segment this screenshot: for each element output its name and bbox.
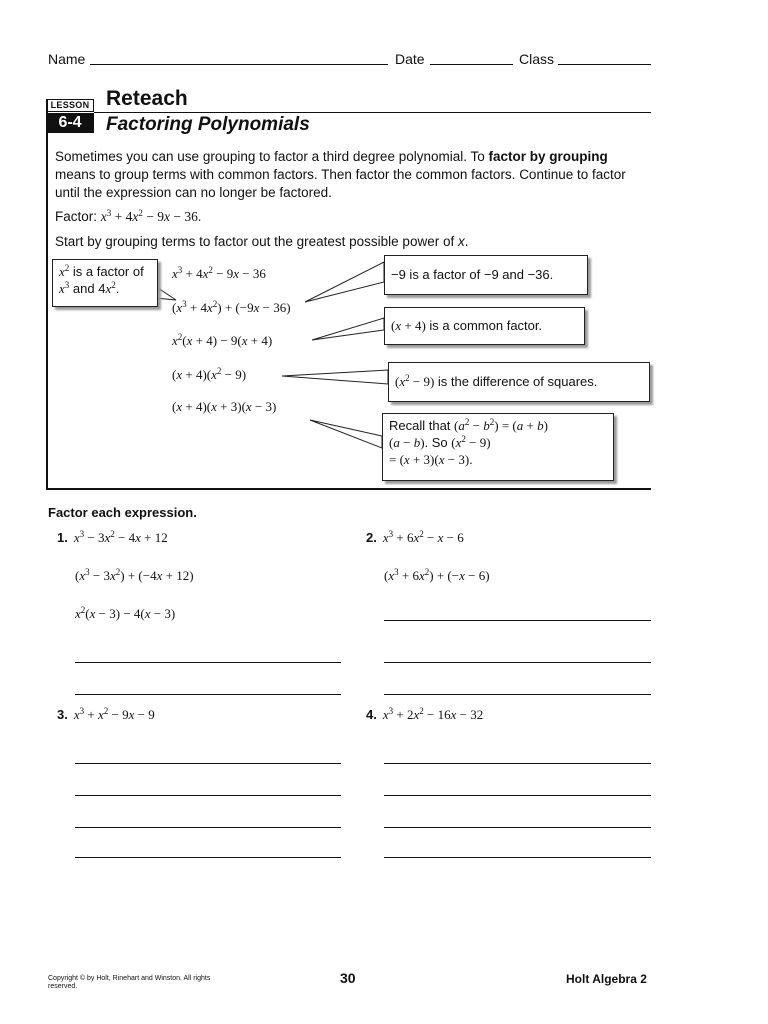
connector-c4: [282, 370, 388, 384]
step-2: $(x^3 + 4x^2) + (-9x - 36)$: [172, 299, 291, 315]
date-label: Date: [395, 51, 425, 67]
answer-line[interactable]: [75, 795, 341, 796]
answer-line[interactable]: [384, 694, 651, 695]
lesson-number: 6-4: [46, 113, 94, 133]
bold-term: factor by grouping: [488, 149, 608, 164]
answer-line[interactable]: [75, 662, 341, 663]
step-3: $x^2(x + 4) - 9(x + 4)$: [172, 332, 273, 348]
step-4: $(x + 4)(x^2 - 9)$: [172, 366, 247, 382]
callout-neg9-factor: −9 is a factor of −9 and −36.: [384, 255, 588, 295]
callout-common-factor: (x + 4) is a common factor.: [384, 307, 585, 345]
step-5: (x + 4)(x + 3)(x − 3): [172, 399, 277, 414]
connector-c2: [305, 262, 384, 302]
connector-c5: [310, 420, 382, 448]
answer-line[interactable]: [75, 694, 341, 695]
answer-line[interactable]: [384, 795, 651, 796]
connector-c3: [312, 318, 384, 340]
problem-1-work-1: $(x^3 - 3x^2) + (-4x + 12)$: [75, 567, 194, 583]
page-number: 30: [340, 970, 356, 986]
callout-recall-identity: Recall that $(a^2 - b^2) = (a + b)$ (a − b). So $(x^2 - 9)$ = (x + 3)(x − 3).: [382, 413, 614, 481]
answer-line[interactable]: [384, 763, 651, 764]
step-1: $x^3 + 4x^2 - 9x - 36$: [172, 265, 266, 281]
lesson-type: Reteach: [106, 87, 188, 110]
answer-line[interactable]: [384, 662, 651, 663]
factor-prompt: Factor: $x^3 + 4x^2 - 9x - 36$.: [55, 208, 202, 224]
book-title: Holt Algebra 2: [566, 972, 647, 986]
problem-4: 4. $x^3 + 2x^2 - 16x - 32$: [366, 706, 484, 722]
answer-line[interactable]: [75, 763, 341, 764]
lesson-tag: LESSON: [46, 99, 94, 112]
answer-line[interactable]: [75, 857, 341, 858]
name-label: Name: [48, 51, 86, 67]
problem-1-work-2: $x^2(x - 3) - 4(x - 3)$: [75, 605, 176, 621]
answer-line[interactable]: [384, 857, 651, 858]
intro-paragraph: Sometimes you can use grouping to factor a third degree polynomial. To factor by grouping means to group terms with common factors. Then factor the common factors. Continue to factor until the expression can no longer be factored.: [55, 149, 626, 200]
lesson-title: Factoring Polynomials: [106, 114, 310, 135]
answer-line[interactable]: [384, 620, 651, 621]
answer-line[interactable]: [75, 827, 341, 828]
grouping-instruction: Start by grouping terms to factor out the greatest possible power of x.: [55, 234, 469, 249]
exercises-heading: Factor each expression.: [48, 505, 197, 520]
problem-1: 1. $x^3 - 3x^2 - 4x + 12$: [57, 529, 168, 545]
problem-3: 3. $x^3 + x^2 - 9x - 9$: [57, 706, 155, 722]
copyright-notice: Copyright © by Holt, Rinehart and Winston. All rights reserved.: [48, 975, 211, 990]
answer-line[interactable]: [384, 827, 651, 828]
problem-2: 2. $x^3 + 6x^2 - x - 6$: [366, 529, 464, 545]
class-label: Class: [519, 51, 555, 67]
callout-x2-factor: $x^2$ is a factor of $x^3$ and $4x^2$.: [52, 259, 158, 307]
callout-difference-of-squares: $(x^2 - 9)$ is the difference of squares.: [388, 362, 650, 402]
problem-2-work-1: $(x^3 + 6x^2) + (-x - 6)$: [384, 567, 490, 583]
connector-c1: [155, 286, 176, 300]
